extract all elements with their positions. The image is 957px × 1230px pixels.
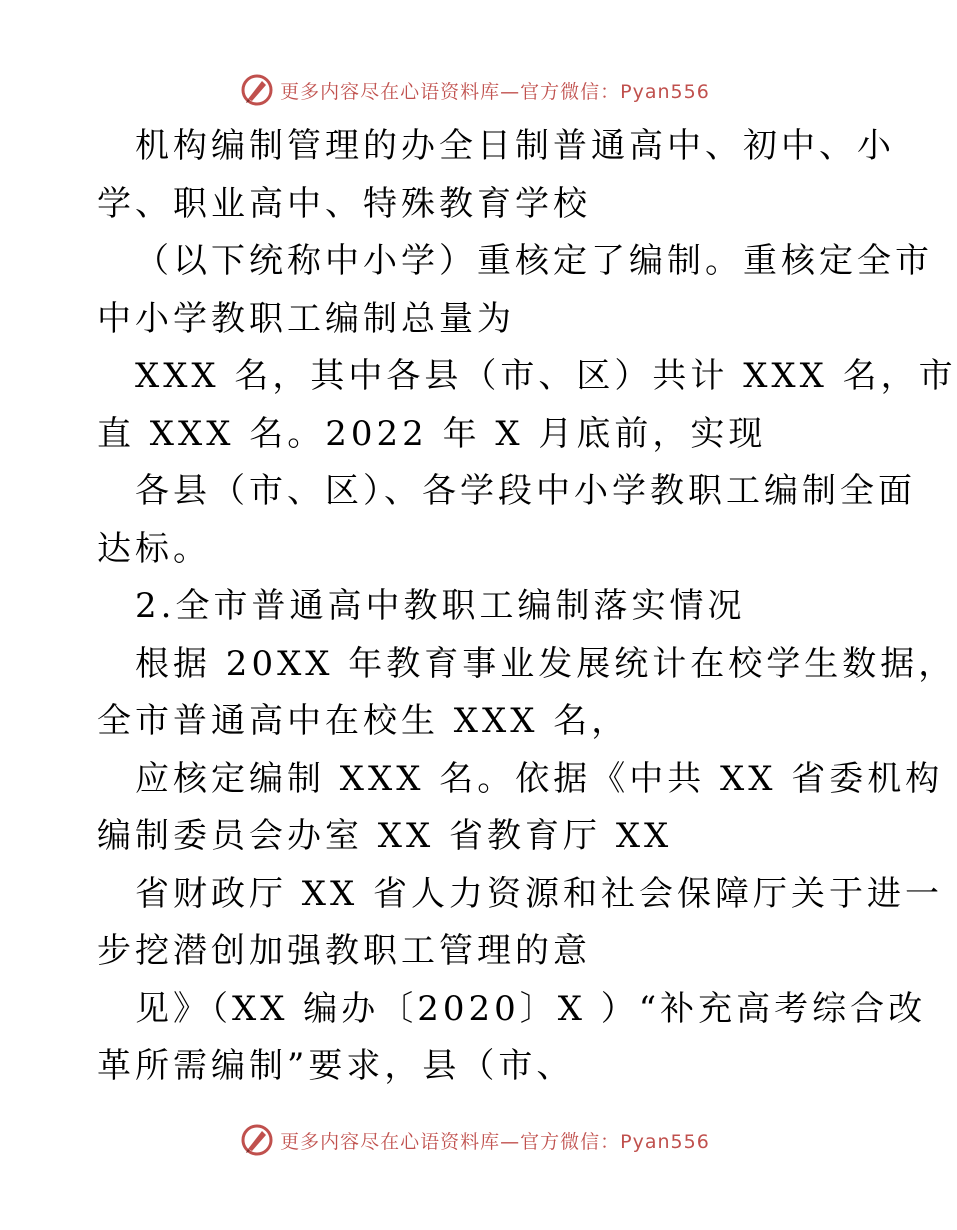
header-watermark-text: 更多内容尽在心语资料库—官方微信：Pyan556	[280, 80, 710, 103]
footer-watermark-text: 更多内容尽在心语资料库—官方微信：Pyan556	[280, 1130, 710, 1153]
text-line: 机构编制管理的办全日制普通高中、初中、小	[135, 126, 895, 166]
text-line: 见》（XX 编办〔2020〕X ）“补充高考综合改	[135, 988, 927, 1029]
section-heading: 2.全市普通高中教职工编制落实情况	[135, 586, 746, 626]
header-watermark	[0, 70, 950, 110]
text-line: 达标。	[97, 528, 211, 569]
text-line: 各县（市、区）、各学段中小学教职工编制全面	[135, 471, 916, 511]
text-line: （以下统称中小学）重核定了编制。重核定全市	[135, 241, 933, 281]
text-line: XXX 名，其中各县（市、区）共计 XXX 名，市	[135, 356, 957, 396]
text-line: 省财政厅 XX 省人力资源和社会保障厅关于进一	[135, 873, 944, 914]
text-line: 步挖潜创加强教职工管理的意	[97, 931, 591, 971]
text-line: 学、职业高中、特殊教育学校	[97, 183, 591, 224]
text-line: 根据 20XX 年教育事业发展统计在校学生数据，	[135, 643, 957, 684]
text-line: 应核定编制 XXX 名。依据《中共 XX 省委机构	[135, 758, 944, 799]
pen-logo-icon	[240, 73, 274, 107]
text-line: 全市普通高中在校生 XXX 名，	[97, 701, 630, 741]
text-line: 革所需编制”要求，县（市、	[97, 1046, 575, 1086]
pen-logo-icon	[240, 1123, 274, 1157]
text-line: 中小学教职工编制总量为	[97, 298, 515, 339]
text-line: 编制委员会办室 XX 省教育厅 XX	[97, 816, 673, 856]
footer-watermark	[0, 1120, 950, 1160]
document-body	[97, 118, 957, 1096]
text-line: 直 XXX 名。2022 年 X 月底前，实现	[97, 413, 767, 454]
